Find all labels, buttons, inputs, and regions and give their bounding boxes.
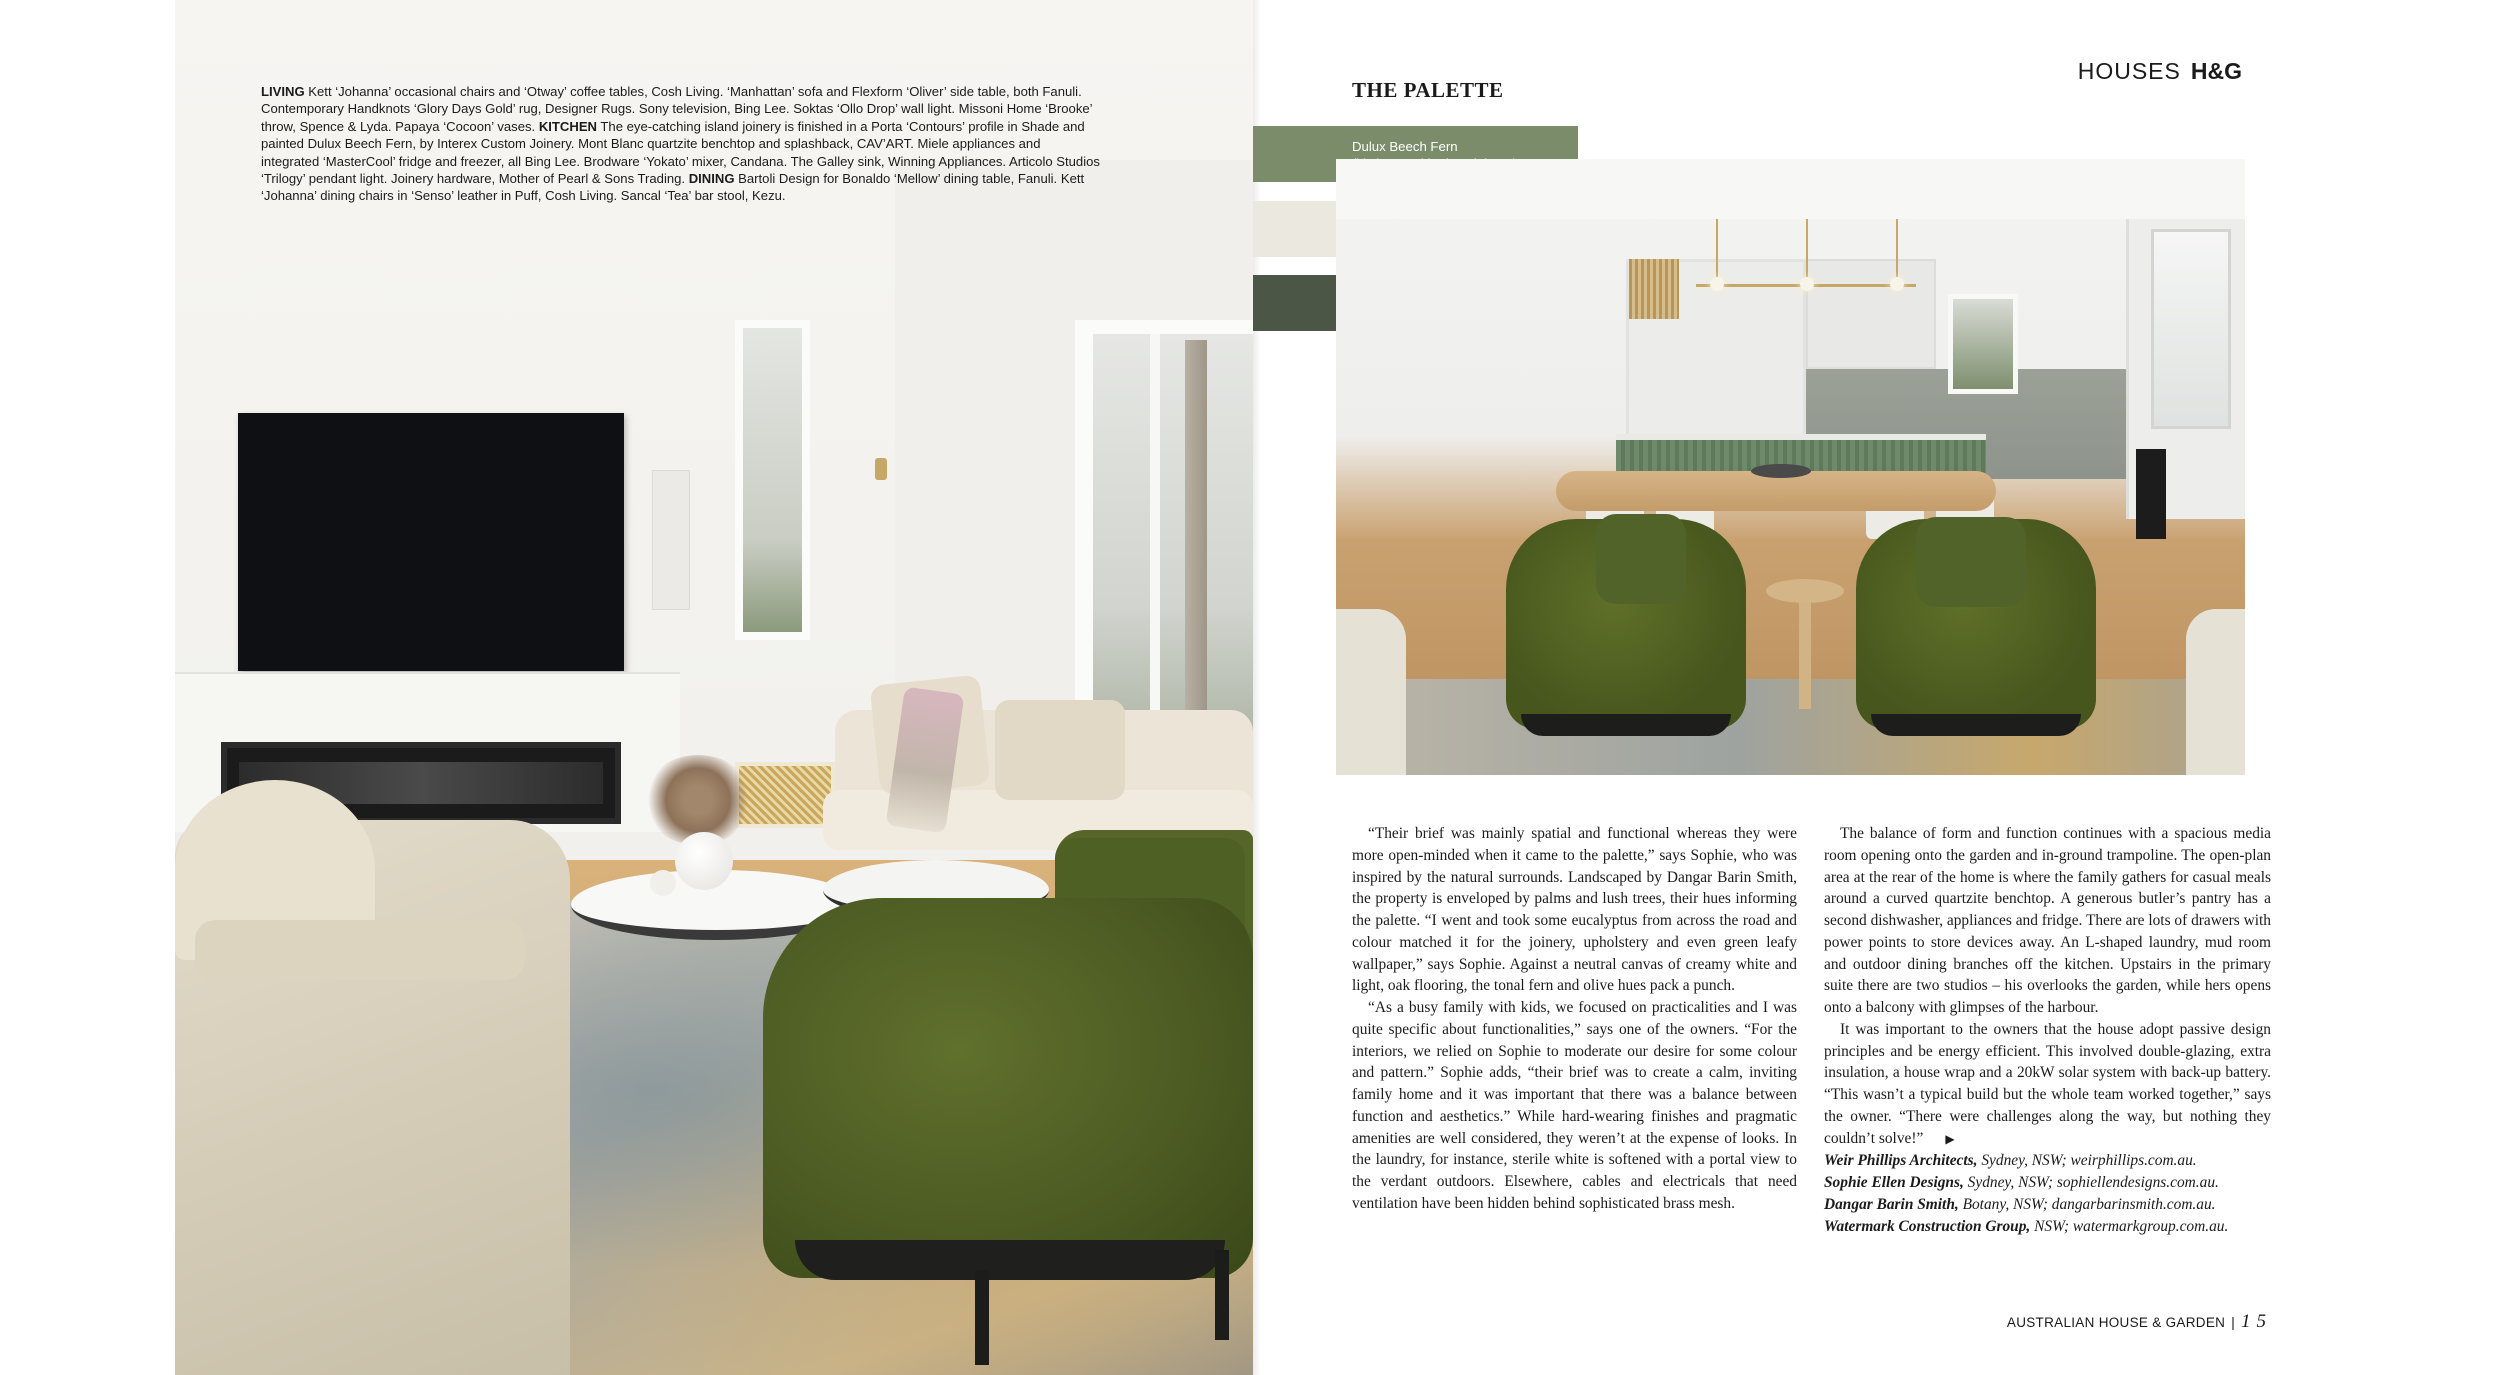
caption-heading-dining: DINING (688, 171, 735, 187)
photo-sofa-edge (2186, 609, 2245, 775)
brand-logo: H&G (2190, 58, 2242, 84)
footer-separator: | (2231, 1315, 2235, 1330)
body-paragraph: The balance of form and function continues with a spacious media room opening onto the garden and in-ground trampoline. The open-plan area at the rear of the home is where the family gathers for casual meals around a curved quartzite benchtop. A generous butler’s pantry has a second dishwasher, appliances and fridge. There are lots of drawers with power points to store devices away. An L-shaped laundry, mud room and outdoor dining branches off the kitchen. Upstairs in the primary suite there are two studios – his overlooks the garden, while hers opens onto a balcony with glimpses of the harbour. (1824, 825, 2271, 1016)
credit-detail: Sydney, NSW; sophiellendesigns.com.au. (1963, 1174, 2219, 1191)
caption-text-kitchen: The eye-catching island joinery is finished in a Porta ‘Contours’ profile in Shade and painted Dulux Beech Fern, by Interex Custom Joinery. Mont Blanc quartzite benchtop and splashback, CAV’ART. Miele appliances and integrated ‘MasterCool’ fridge and freezer, all Bing Lee. Brodware ‘Yokato’ mixer, Candana. The Galley sink, Winning Appliances. Articolo Studios ‘Trilogy’ pendant light. Joinery hardware, Mother of Pearl & Sons Trading. (261, 118, 1100, 187)
photo-window (1948, 294, 2018, 394)
credit-detail: Botany, NSW; dangarbarinsmith.com.au. (1958, 1195, 2216, 1213)
photo-cushion (995, 700, 1125, 800)
photo-chair-leg (1215, 1250, 1229, 1340)
end-mark-icon: ▶ (1945, 1131, 1955, 1146)
photo-pendant-cord (1716, 219, 1718, 279)
photo-sofa-edge (1336, 609, 1406, 775)
page-footer (2007, 1311, 2272, 1333)
caption-text-dining: Bartoli Design for Bonaldo ‘Mellow’ dining table, Fanuli. Kett ‘Johanna’ dining chairs in ‘Senso’ leather in Puff, Cosh Living. Sancal ‘Tea’ bar stool, Kezu. (261, 171, 1085, 204)
photo-armchair-base (1521, 714, 1731, 736)
kitchen-dining-photo (1336, 159, 2245, 775)
photo-vase (675, 832, 733, 890)
body-paragraph-text: It was important to the owners that the house adopt passive design principles and be energy efficient. This involved double-glazing, extra insulation, a house wrap and a 20kW solar system with back-up battery. “This wasn’t a typical build but the whole team worked together,” says the owner. “There were challenges along the way, but nothing they couldn’t solve!” (1824, 1020, 2271, 1147)
section-header (2078, 58, 2242, 85)
credit-name: Sophie Ellen Designs, (1824, 1174, 1964, 1191)
swatch-name: Dulux Beech Fern (1352, 139, 1458, 154)
section-label: HOUSES (2077, 58, 2181, 84)
photo-green-pillow (1916, 517, 2026, 607)
body-paragraph-final (1824, 1019, 2271, 1151)
credit-detail: NSW; watermarkgroup.com.au. (2030, 1217, 2229, 1235)
photo-ceiling (1336, 159, 2245, 219)
body-paragraph: “Their brief was mainly spatial and functional whereas they were more open-minded when it came to the palette,” says Sophie, who was inspired by the natural surrounds. Landscaped by Dangar Barin Smith, the property is enveloped by palms and lush trees, their hues informing the palette. “I went and took some eucalyptus from across the road and colour matched it for the joinery, upholstery and even green leafy wallpaper,” says Sophie. Against a neutral canvas of creamy white and light, oak flooring, the tonal fern and olive hues pack a punch. (1352, 825, 1797, 995)
caption-heading-living: LIVING (261, 84, 305, 99)
photo-green-pillow (1596, 514, 1686, 604)
photo-chair-leg (975, 1270, 989, 1365)
photo-side-table-leg (1799, 599, 1811, 709)
photo-bowl (1751, 464, 1811, 478)
photo-speaker (652, 470, 690, 610)
footer-magazine-name: AUSTRALIAN HOUSE & GARDEN (2006, 1315, 2226, 1330)
living-room-photo (175, 0, 1253, 1375)
photo-glass-cabinet (2151, 229, 2231, 429)
credit-name: Watermark Construction Group, (1824, 1217, 2031, 1235)
photo-pendant-light (1890, 277, 1904, 291)
photo-pendant-cord (1806, 219, 1808, 279)
photo-beige-armchair-seat (195, 920, 525, 980)
photo-cabinetry (1806, 259, 1936, 369)
photo-window-small (735, 320, 810, 640)
caption-text-living: Kett ‘Johanna’ occasional chairs and ‘Otway’ coffee tables, Cosh Living. ‘Manhattan’ sofa and Flexform ‘Oliver’ side table, both Fanuli. Contemporary Handknots ‘Glory Days Gold’ rug, Designer Rugs. Sony television, Bing Lee. Soktas ‘Ollo Drop’ wall light. Missoni Home ‘Brooke’ throw, Spence & Lyda. Papaya ‘Cocoon’ vases. (261, 84, 1093, 134)
palette-title: THE PALETTE (1352, 78, 1504, 102)
photo-pendant-cord (1896, 219, 1898, 279)
page-number: 15 (2241, 1311, 2272, 1332)
photo-green-armchair (763, 898, 1253, 1278)
photo-armchair-base (1871, 714, 2081, 736)
credit-name: Dangar Barin Smith, (1824, 1195, 1959, 1213)
photo-vase-small (650, 870, 676, 896)
photo-brass-panel (1629, 259, 1679, 319)
photo-palm-trunk (1185, 340, 1207, 760)
body-paragraph: “As a busy family with kids, we focused on practicalities and I was quite specific about functionalities,” says one of the owners. “For the interiors, we relied on Sophie to moderate our desire for some colour and pattern.” Sophie adds, “their brief was to create a calm, inviting family home and it was important that there was a balance between function and aesthetics.” While hard-wearing finishes and pragmatic amenities are well considered, they weren’t at the expense of looks. In the laundry, for instance, sterile white is softened with a portal view to the verdant outdoors. Elsewhere, cables and electricals that need ventilation have been hidden behind sophisticated brass mesh. (1352, 999, 1797, 1212)
photo-wine-fridge (2136, 449, 2166, 539)
body-column-2 (1824, 823, 2271, 1237)
caption-heading-kitchen: KITCHEN (538, 118, 598, 134)
photo-television (238, 413, 624, 671)
credits (1824, 1150, 2271, 1237)
body-column-1 (1352, 823, 1797, 1215)
credit-name: Weir Phillips Architects, (1824, 1152, 1978, 1170)
photo-side-table (1766, 579, 1844, 603)
photo-green-armchair-base (795, 1240, 1225, 1280)
photo-wall-light (875, 458, 887, 480)
photo-pendant-light (1710, 277, 1724, 291)
photo-caption (261, 83, 1101, 205)
credit-detail: Sydney, NSW; weirphillips.com.au. (1977, 1152, 2197, 1170)
photo-pendant-light (1800, 277, 1814, 291)
